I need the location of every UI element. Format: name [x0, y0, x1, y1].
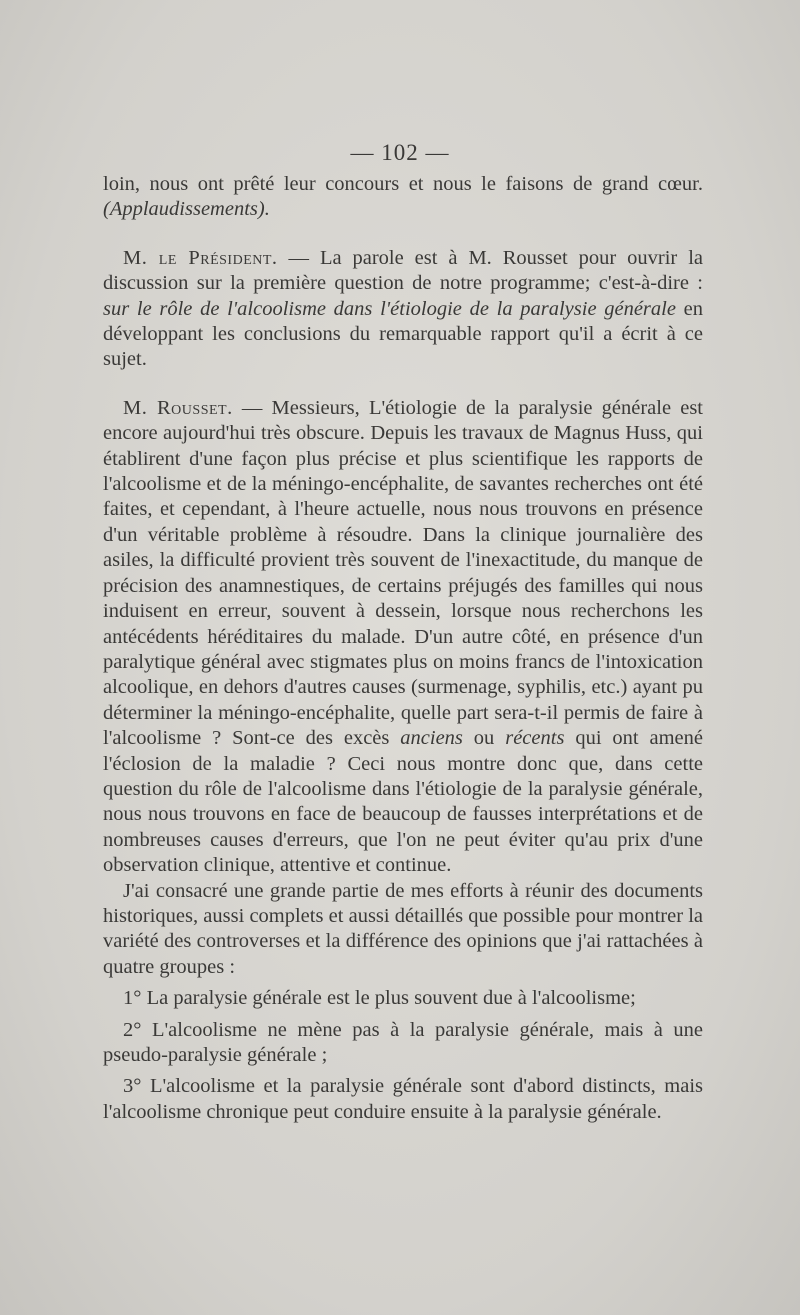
paragraph-3 [103, 396, 703, 879]
speaker-president: M. le Président. [123, 246, 278, 269]
page-body [103, 172, 703, 1125]
paragraph-3-text-c: ou [462, 727, 506, 750]
emphasis-anciens: anciens [400, 727, 463, 750]
paragraph-2-text-a: — La parole est à M. Rousset pour ouvrir la discussion sur la première question de notre programme; c'est-à-dire : [103, 246, 703, 295]
paragraph-2 [103, 246, 703, 373]
paragraph-1-text: loin, nous ont prêté leur concours et nous le faisons de grand cœur. [103, 173, 703, 195]
list-item-1: 1° La paralysie générale est le plus souvent due à l'alcoolisme; [123, 987, 636, 1010]
question-title: sur le rôle de l'alcoolisme dans l'étiologie de la paralysie générale [103, 297, 676, 320]
paragraph-1 [103, 172, 703, 223]
page-number: — 102 — [350, 140, 450, 165]
list-item-3: 3° L'alcoolisme et la paralysie générale sont d'abord distincts, mais l'alcoolisme chronique peut conduire ensuite à la paralysie générale. [103, 1075, 703, 1123]
list-item-2: 2° L'alcoolisme ne mène pas à la paralysie générale, mais à une pseudo-paralysie générale ; [103, 1018, 703, 1066]
paragraph-2-text-c: en développant les conclusions du remarquable rapport qu'il a écrit à ce sujet. [103, 297, 703, 371]
paragraph-3-text-e: qui ont amené l'éclosion de la maladie ? Ceci nous montre donc que, dans cette question du rôle de l'alcoolisme dans l'étiologie de la paralysie générale, nous nous trouvons en face de beaucoup de fausses interprétations et de nombreuses causes d'erreurs, que l'on ne peut éviter qu'au prix d'une observation clinique, attentive et continue. [103, 727, 704, 877]
paragraph-3-text-a: — Messieurs, L'étiologie de la paralysie générale est encore aujourd'hui très obscure. Depuis les travaux de Magnus Huss, qui établirent d'une façon plus précise et plus scientifique les rapports de l'alcoolisme et de la méningo-encéphalite, de savantes recherches ont été faites, et cependant, à l'heure actuelle, nous nous trouvons en présence d'un véritable problème à résoudre. Dans la clinique journalière des asiles, la difficulté provient très souvent de l'inexactitude, du manque de précision des anamnestiques, de certains préjugés des familles qui nous induisent en erreur, souvent à dessein, lorsque nous recherchons les antécédents héréditaires du malade. D'un autre côté, en présence d'un paralytique général avec stigmates plus on moins francs de l'intoxication alcoolique, en dehors d'autres causes (surmenage, syphilis, etc.) ayant pu déterminer la méningo-encéphalite, quelle part sera-t-il permis de faire à l'alcoolisme ? Sont-ce des excès [103, 396, 703, 750]
applause-note: (Applaudissements). [103, 198, 270, 221]
speaker-rousset: M. Rousset. [123, 396, 233, 419]
emphasis-recents: récents [505, 727, 565, 750]
paragraph-4: J'ai consacré une grande partie de mes efforts à réunir des documents historiques, aussi complets et aussi détaillés que possible pour montrer la variété des controverses et la différence des opinions que j'ai rattachées à quatre groupes : [103, 879, 703, 978]
